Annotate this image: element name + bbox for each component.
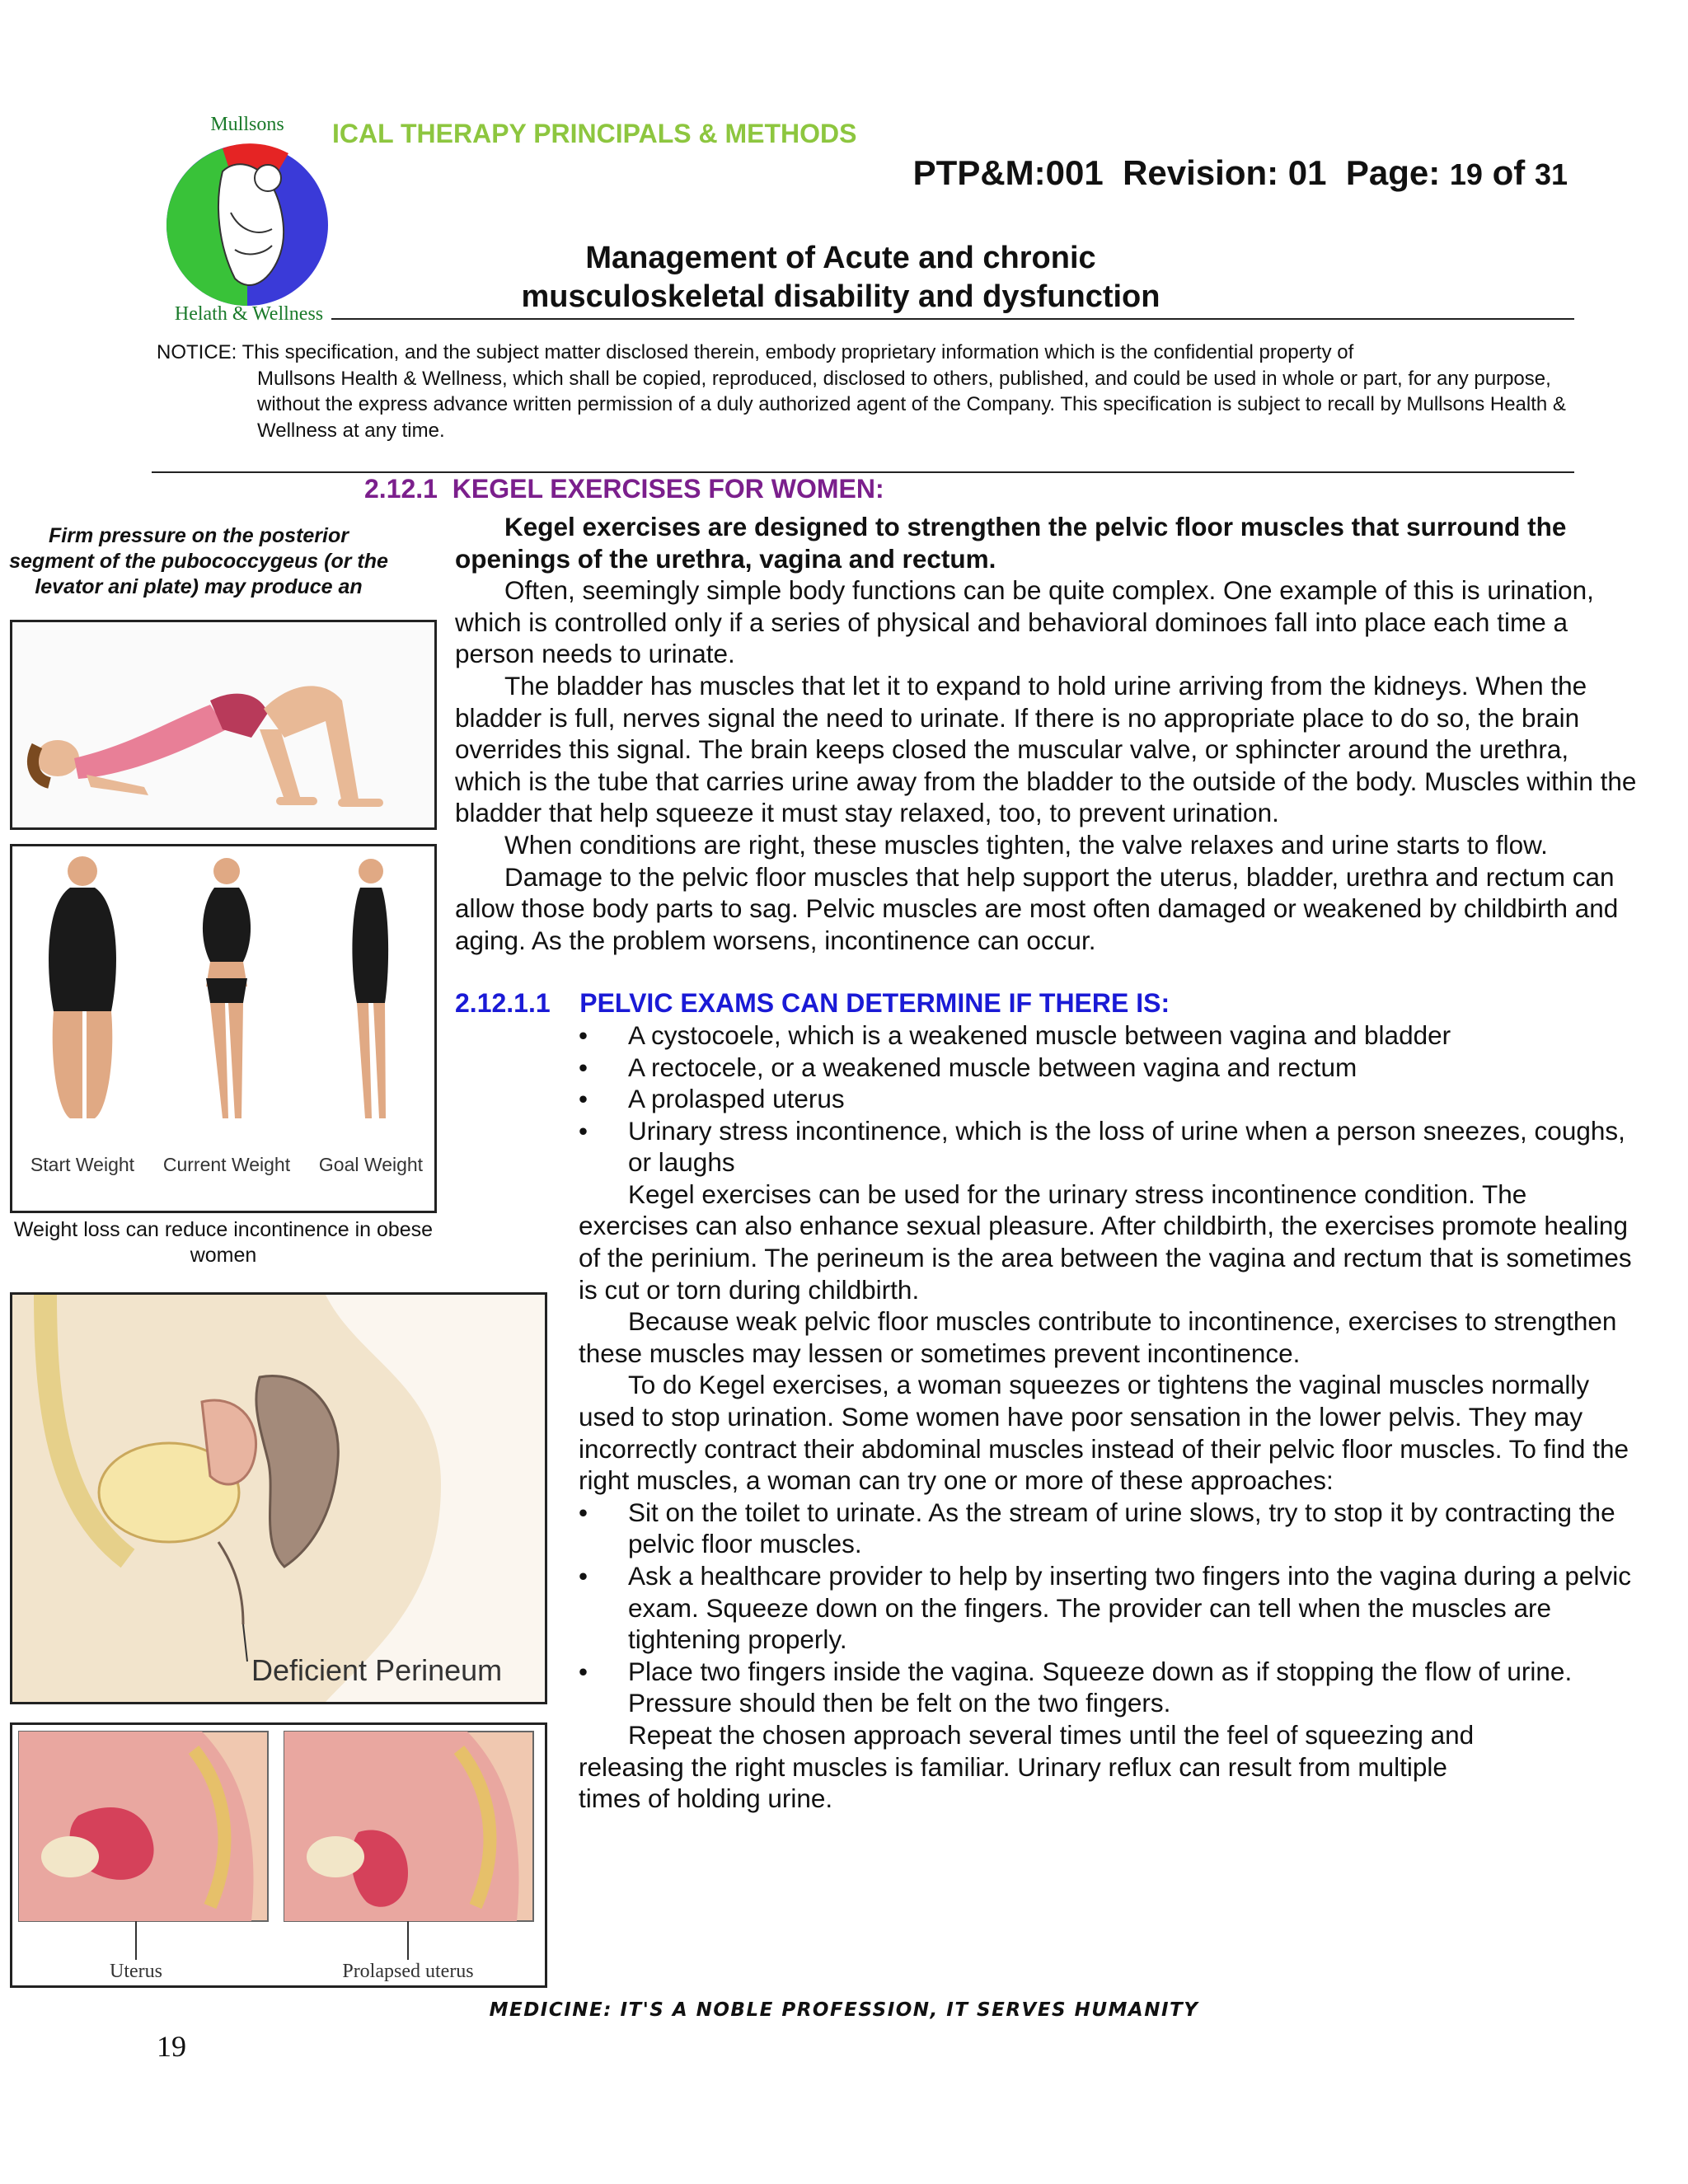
doc-id: PTP&M:001	[912, 153, 1104, 192]
logo-bottom-text: Helath & Wellness	[174, 303, 324, 325]
section-intro: Kegel exercises are designed to strengthen the pelvic floor muscles that surround the openings of the urethra, vagina and rectum.	[455, 512, 1567, 574]
list-item: • A cystocoele, which is a weakened muscle between vagina and bladder	[579, 1019, 1451, 1050]
section-title: KEGEL EXERCISES FOR WOMEN:	[452, 474, 884, 504]
header-divider	[331, 318, 1574, 320]
footer-motto: MEDICINE: IT'S A NOBLE PROFESSION, IT SERVES HUMANITY	[489, 1999, 1199, 2021]
company-logo	[157, 114, 338, 328]
closing-paragraph: Repeat the chosen approach several times until the feel of squeezing and releasing the right muscles is familiar. Urinary reflux can result from multiple times of holding urine.	[579, 1719, 1475, 1814]
weight-label-goal: Goal Weight	[318, 1154, 424, 1175]
document-identifier	[913, 153, 1568, 193]
section-paragraph: When conditions are right, these muscles tighten, the valve relaxes and urine starts to flow.	[504, 829, 1548, 860]
exam-findings-list	[579, 1019, 1642, 1179]
subsection-paragraph: To do Kegel exercises, a woman squeezes or tightens the vaginal muscles normally used to stop urination. Some women have poor sensation in the lower pelvis. They may incorrectly contract their abdominal muscles instead of their pelvic floor muscles. To find the right muscles, a woman can try one or more of these approaches:	[579, 1370, 1629, 1496]
page-number: 19	[157, 2030, 186, 2063]
revision-label: Revision:	[1123, 153, 1279, 192]
weight-loss-caption: Weight loss can reduce incontinence in obese women	[13, 1218, 434, 1267]
section-number: 2.12.1	[364, 474, 438, 504]
revision-number: 01	[1287, 153, 1327, 192]
sidebar-caption: Firm pressure on the posterior segment of the pubococcygeus (or the levator ani plate) may produce an	[9, 524, 388, 598]
subsection-number: 2.12.1.1	[455, 988, 551, 1019]
section-paragraph: The bladder has muscles that let it to expand to hold urine arriving from the kidneys. When the bladder is full, nerves signal the need to urinate. If there is no appropriate place to do so, the brain overrides this signal. The brain keeps closed the muscular valve, or sphincter around the urethra, which is the tube that carries urine away from the bladder to the outside of the body. Muscles within the bladder that help squeeze it must stay relaxed, too, to prevent urination.	[455, 670, 1637, 828]
subsection-body	[579, 1019, 1642, 1815]
perineum-label: Deficient Perineum	[251, 1653, 503, 1687]
notice-lead: NOTICE: This specification, and the subject matter disclosed therein, embody proprietary information which is the confidential property of	[157, 341, 1354, 363]
list-item: • A prolasped uterus	[579, 1084, 845, 1114]
list-item: • A rectocele, or a weakened muscle between vagina and rectum	[579, 1052, 1357, 1082]
uterus-label: Uterus	[110, 1961, 162, 1982]
section-heading	[364, 474, 884, 504]
notice-divider	[152, 471, 1574, 473]
section-paragraph: Damage to the pelvic floor muscles that help support the uterus, bladder, urethra and rectum can allow those body parts to sag. Pelvic muscles are most often damaged or weakened by childbirth and aging. As the problem worsens, incontinence can occur.	[455, 861, 1619, 955]
page-total: 31	[1534, 157, 1568, 191]
bridge-exercise-illustration	[10, 620, 437, 830]
prolapsed-uterus-label: Prolapsed uterus	[342, 1961, 474, 1982]
weight-label-start: Start Weight	[30, 1154, 135, 1175]
list-item: • Ask a healthcare provider to help by inserting two fingers into the vagina during a pelvic exam. Squeeze down on the fingers. The provider can tell when the muscles are tightening properly.	[579, 1561, 1631, 1655]
list-item: • Place two fingers inside the vagina. Squeeze down as if stopping the flow of urine. Pressure should then be felt on the two fingers.	[579, 1656, 1573, 1718]
document-series: ICAL THERAPY PRINCIPALS & METHODS	[332, 119, 857, 148]
weight-loss-illustration	[10, 844, 437, 1213]
confidentiality-notice	[157, 340, 1574, 443]
notice-body: Mullsons Health & Wellness, which shall be copied, reproduced, disclosed to others, published, and could be used in whole or part, for any purpose, without the express advance written permission of a duly authorized agent of the Company. This specification is subject to recall by Mullsons Health & Wellness at any time.	[257, 367, 1566, 442]
page-current: 19	[1449, 157, 1483, 191]
approaches-list	[579, 1497, 1642, 1719]
title-line-2: musculoskeletal disability and dysfunction	[521, 279, 1160, 314]
of-label: of	[1492, 153, 1526, 192]
subsection-title: PELVIC EXAMS CAN DETERMINE IF THERE IS:	[579, 988, 1170, 1019]
title-line-1: Management of Acute and chronic	[585, 241, 1096, 275]
list-item: • Urinary stress incontinence, which is the loss of urine when a person sneezes, coughs, or laughs	[579, 1115, 1625, 1178]
subsection-paragraph: Kegel exercises can be used for the urinary stress incontinence condition. The exercises can also enhance sexual pleasure. After childbirth, the exercises promote healing of the perinium. The perineum is the area between the vagina and rectum that is sometimes is cut or torn during childbirth.	[579, 1179, 1632, 1305]
subsection-heading	[455, 987, 1642, 1019]
logo-top-text: Mullsons	[210, 114, 284, 135]
document-title	[462, 239, 1220, 316]
list-item: • Sit on the toilet to urinate. As the stream of urine slows, try to stop it by contracting the pelvic floor muscles.	[579, 1497, 1615, 1559]
subsection-paragraph: Because weak pelvic floor muscles contribute to incontinence, exercises to strengthen these muscles may lessen or sometimes prevent incontinence.	[579, 1306, 1617, 1368]
section-paragraph: Often, seemingly simple body functions can be quite complex. One example of this is urination, which is controlled only if a series of physical and behavioral dominoes fall into place each time a person needs to urinate.	[455, 575, 1594, 669]
weight-label-current: Current Weight	[162, 1154, 291, 1175]
main-content	[455, 511, 1642, 1815]
page-label: Page:	[1345, 153, 1441, 192]
